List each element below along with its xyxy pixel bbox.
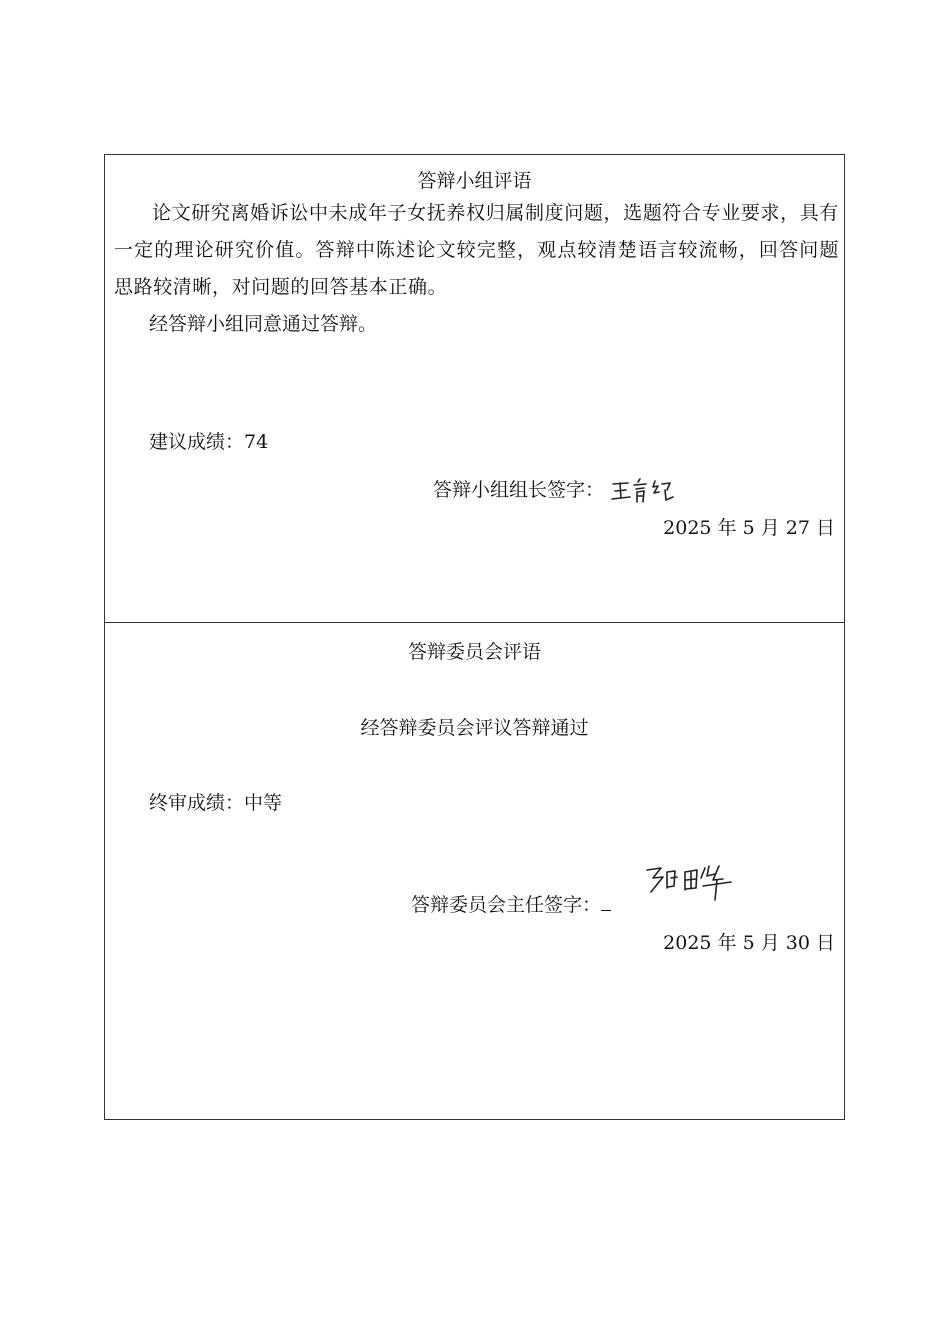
group-conclusion: 经答辩小组同意通过答辩。: [149, 313, 378, 335]
committee-date: 2025 年 5 月 30 日: [663, 932, 835, 954]
suggested-grade-value: 74: [244, 431, 269, 453]
leader-signature-row: [433, 476, 682, 506]
final-grade-row: [149, 791, 282, 815]
final-grade-value: 中等: [244, 792, 283, 814]
evaluation-table: [104, 154, 845, 1120]
suggested-grade-label: 建议成绩：: [149, 431, 245, 453]
signature-underline: [601, 896, 611, 911]
leader-signature-image: [610, 476, 682, 506]
chair-signature-row: [411, 893, 611, 917]
committee-decision: 经答辩委员会评议答辩通过: [360, 717, 589, 739]
chair-signature-image: [641, 860, 739, 912]
leader-signature-label: 答辩小组组长签字：: [433, 479, 605, 501]
committee-comment-cell: [105, 623, 844, 1119]
chair-signature-label: 答辩委员会主任签字：: [411, 894, 602, 916]
group-section-title: 答辩小组评语: [417, 170, 532, 192]
final-grade-label: 终审成绩：: [149, 792, 245, 814]
group-comment-cell: [105, 155, 844, 623]
group-comment-text: 论文研究离婚诉讼中未成年子女抚养权归属制度问题，选题符合专业要求，具有一定的理论研究价值。答辩中陈述论文较完整，观点较清楚语言较流畅，回答问题思路较清晰，对问题的回答基本正确。: [114, 202, 839, 298]
suggested-grade-row: [149, 430, 268, 454]
group-date: 2025 年 5 月 27 日: [663, 517, 835, 539]
committee-section-title: 答辩委员会评语: [407, 641, 541, 663]
